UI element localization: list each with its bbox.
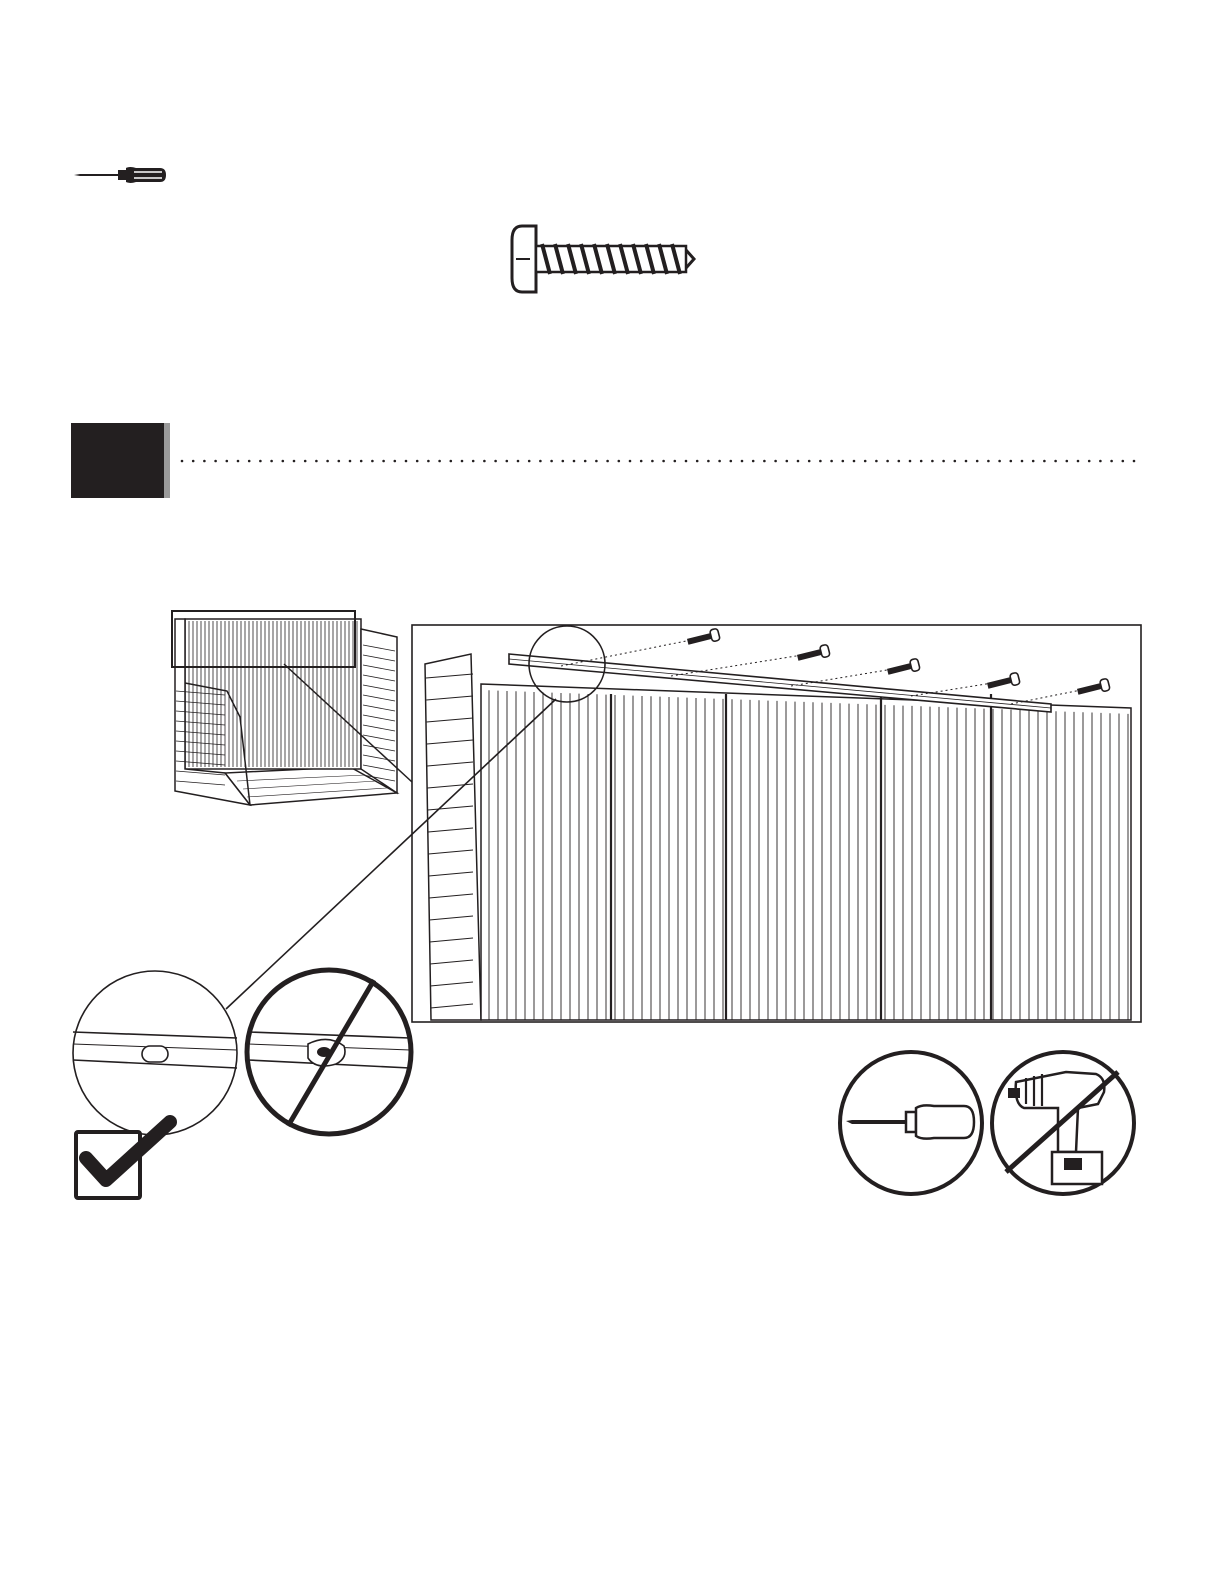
power-drill-icon [988,1048,1138,1198]
screwdriver-icon [70,164,170,186]
pan-head-screw-icon [500,220,700,298]
dotted-divider [180,458,1144,464]
allowed-screwdriver-icon [836,1048,986,1198]
check-mark-icon [72,1110,180,1202]
step-number [71,423,164,498]
step-block-edge [164,423,170,498]
step-number-block [71,423,164,498]
incorrect-callout [244,966,414,1138]
